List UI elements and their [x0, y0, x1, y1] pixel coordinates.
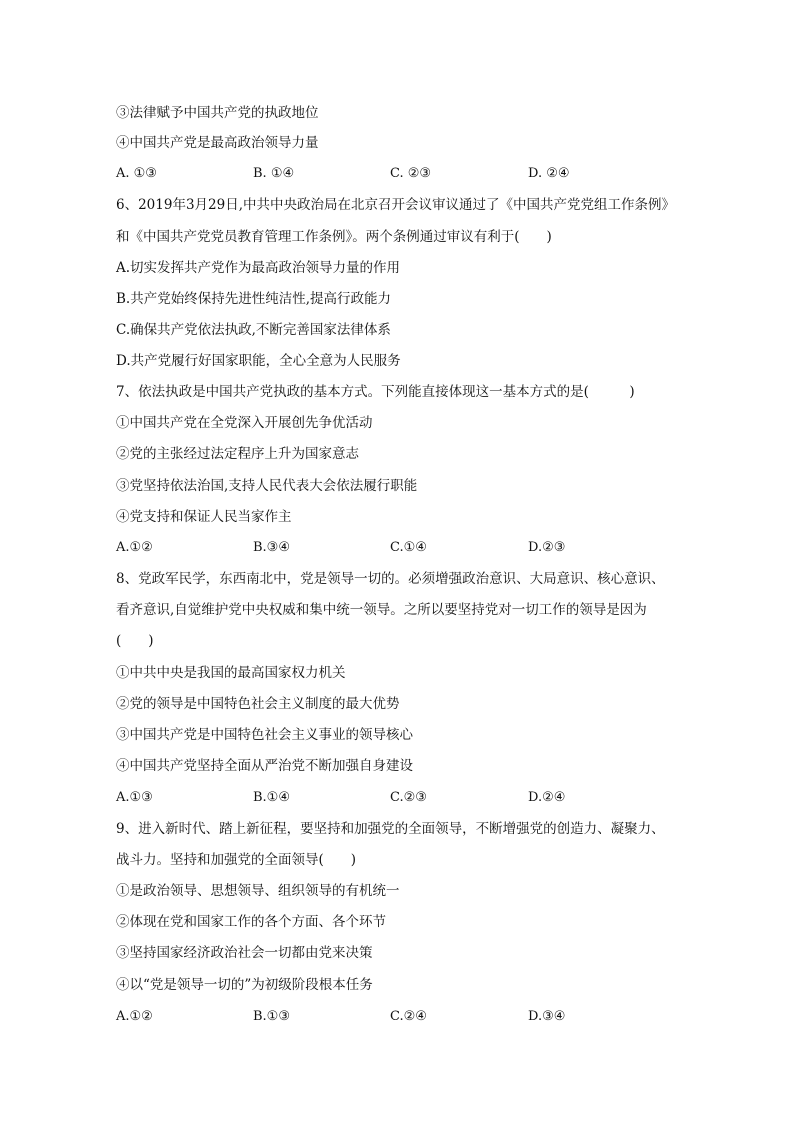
q7-statement-4: ④党支持和保证人民当家作主 — [116, 509, 292, 525]
q8-stem-line-3: ( ) — [116, 633, 154, 649]
q5-statement-4: ④中国共产党是最高政治领导力量 — [116, 135, 319, 151]
q9-stem-line-2: 战斗力。坚持和加强党的全面领导( ) — [116, 852, 357, 868]
q6-choice-b: B.共产党始终保持先进性纯洁性,提高行政能力 — [116, 291, 392, 307]
q5-option-d: D. ②④ — [528, 166, 570, 181]
q9-option-a: A.①② — [116, 1009, 153, 1024]
q9-statement-2: ②体现在党和国家工作的各个方面、各个环节 — [116, 914, 386, 930]
q5-option-b: B. ①④ — [253, 166, 295, 181]
q8-statement-1: ①中共中央是我国的最高国家权力机关 — [116, 665, 346, 681]
q9-option-b: B.①③ — [253, 1009, 290, 1024]
q8-stem-line-2: 看齐意识,自觉维护党中央权威和集中统一领导。之所以要坚持党对一切工作的领导是因为 — [116, 602, 647, 618]
q8-stem-line-1: 8、党政军民学，东西南北中，党是领导一切的。必须增强政治意识、大局意识、核心意识、 — [116, 571, 665, 587]
q8-statement-4: ④中国共产党坚持全面从严治党不断加强自身建设 — [116, 758, 413, 774]
q5-statement-3: ③法律赋予中国共产党的执政地位 — [116, 105, 319, 121]
q5-option-c: C. ②③ — [390, 166, 432, 181]
q9-statement-3: ③坚持国家经济政治社会一切都由党来决策 — [116, 945, 373, 961]
q6-choice-a: A.切实发挥共产党作为最高政治领导力量的作用 — [116, 260, 401, 276]
q9-option-d: D.③④ — [528, 1009, 566, 1024]
q8-option-c: C.②③ — [390, 790, 427, 805]
q8-option-a: A.①③ — [116, 790, 153, 805]
q7-stem: 7、依法执政是中国共产党执政的基本方式。下列能直接体现这一基本方式的是( ) — [116, 384, 635, 400]
q6-stem-line-2: 和《中国共产党党员教育管理工作条例》。两个条例通过审议有利于( ) — [116, 229, 552, 245]
q8-option-b: B.①④ — [253, 790, 290, 805]
q9-stem-line-1: 9、进入新时代、踏上新征程，要坚持和加强党的全面领导，不断增强党的创造力、凝聚力、 — [116, 821, 665, 837]
q9-statement-4: ④以“党是领导一切的”为初级阶段根本任务 — [116, 977, 373, 993]
q7-statement-3: ③党坚持依法治国,支持人民代表大会依法履行职能 — [116, 478, 418, 494]
q7-option-c: C.①④ — [390, 540, 427, 555]
q7-statement-2: ②党的主张经过法定程序上升为国家意志 — [116, 446, 359, 462]
q6-choice-d: D.共产党履行好国家职能，全心全意为人民服务 — [116, 353, 401, 369]
q9-option-c: C.②④ — [390, 1009, 427, 1024]
q8-statement-3: ③中国共产党是中国特色社会主义事业的领导核心 — [116, 727, 413, 743]
q7-option-d: D.②③ — [528, 540, 566, 555]
q9-statement-1: ①是政治领导、思想领导、组织领导的有机统一 — [116, 883, 400, 899]
q6-stem-line-1: 6、2019年3月29日,中共中央政治局在北京召开会议审议通过了《中国共产党党组工作条例》 — [116, 197, 676, 213]
q6-choice-c: C.确保共产党依法执政,不断完善国家法律体系 — [116, 322, 391, 338]
q7-statement-1: ①中国共产党在全党深入开展创先争优活动 — [116, 415, 373, 431]
q8-statement-2: ②党的领导是中国特色社会主义制度的最大优势 — [116, 696, 400, 712]
q7-option-b: B.③④ — [253, 540, 290, 555]
q5-option-a: A. ①③ — [116, 166, 157, 181]
q7-option-a: A.①② — [116, 540, 153, 555]
q8-option-d: D.②④ — [528, 790, 566, 805]
